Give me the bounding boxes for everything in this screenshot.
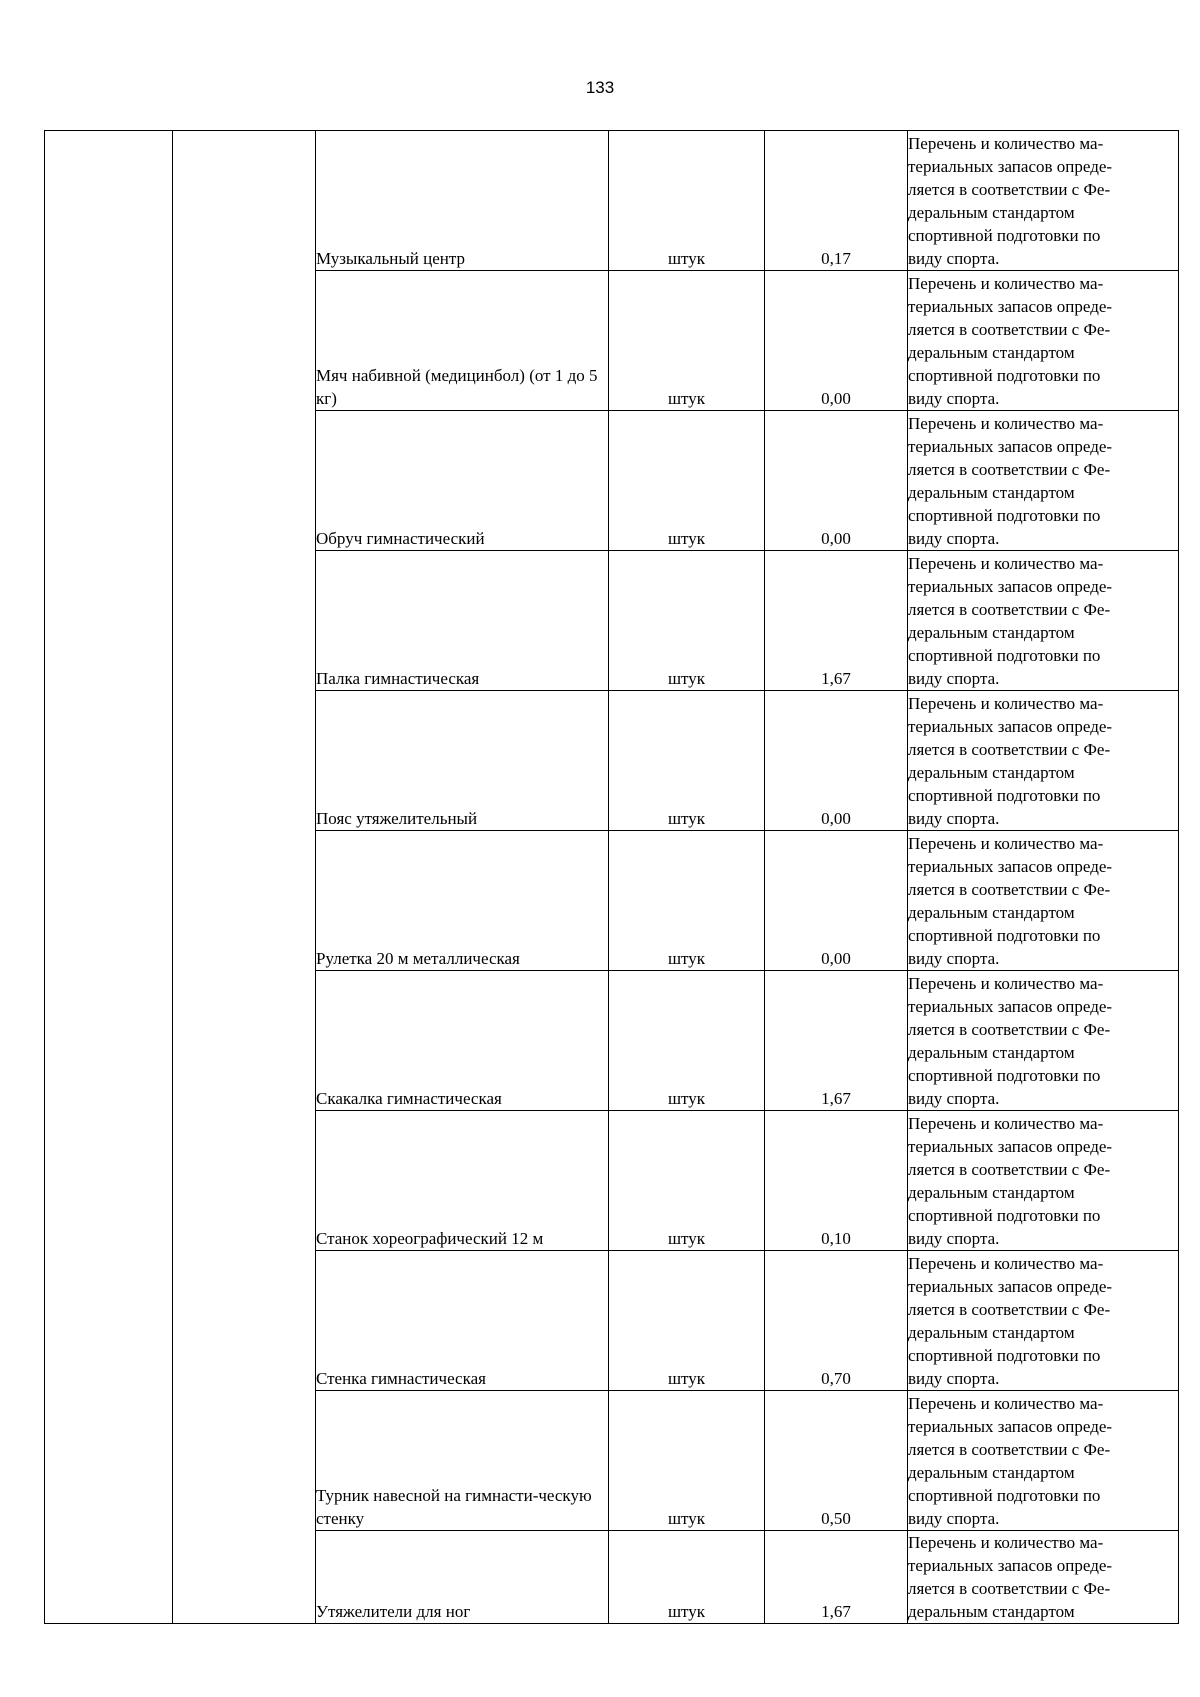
note-line: виду спорта.: [908, 1229, 1000, 1248]
item-name-cell: Скакалка гимнастическая: [316, 971, 609, 1111]
unit-cell: [609, 1111, 765, 1251]
unit-cell: [609, 1531, 765, 1624]
quantity-value: 0,50: [821, 1509, 851, 1528]
note-line: ляется в соответствии с Фе-: [908, 740, 1111, 759]
note-cell: [908, 691, 1179, 831]
note-line: спортивной подготовки по: [908, 1486, 1101, 1505]
quantity-value: 1,67: [821, 1089, 851, 1108]
note-line: ляется в соответствии с Фе-: [908, 460, 1111, 479]
note-cell: [908, 971, 1179, 1111]
unit-cell: [609, 271, 765, 411]
note-line: Перечень и количество ма-: [908, 834, 1104, 853]
unit-cell: [609, 551, 765, 691]
merged-cell-col1: [45, 131, 173, 1624]
note-line: Перечень и количество ма-: [908, 1394, 1104, 1413]
note-line: Перечень и количество ма-: [908, 134, 1104, 153]
quantity-cell: [765, 1111, 908, 1251]
note-line: деральным стандартом: [908, 1602, 1075, 1621]
quantity-value: 0,70: [821, 1369, 851, 1388]
note-cell: [908, 271, 1179, 411]
page-number: 133: [585, 78, 615, 97]
note-line: ляется в соответствии с Фе-: [908, 600, 1111, 619]
quantity-value: 1,67: [821, 669, 851, 688]
note-line: виду спорта.: [908, 529, 1000, 548]
note-line: виду спорта.: [908, 809, 1000, 828]
note-cell: [908, 1111, 1179, 1251]
note-line: виду спорта.: [908, 949, 1000, 968]
item-name-cell: Утяжелители для ног: [316, 1531, 609, 1624]
note-line: спортивной подготовки по: [908, 786, 1101, 805]
unit-value: штук: [667, 809, 706, 828]
unit-value: штук: [667, 249, 706, 268]
note-line: деральным стандартом: [908, 903, 1075, 922]
note-cell: [908, 1531, 1179, 1624]
note-line: деральным стандартом: [908, 483, 1075, 502]
unit-value: штук: [667, 669, 706, 688]
note-line: деральным стандартом: [908, 343, 1075, 362]
quantity-value: 0,00: [821, 529, 851, 548]
note-line: виду спорта.: [908, 249, 1000, 268]
quantity-value: 0,00: [821, 949, 851, 968]
note-line: спортивной подготовки по: [908, 1206, 1101, 1225]
quantity-cell: [765, 1391, 908, 1531]
note-cell: [908, 1251, 1179, 1391]
unit-value: штук: [667, 1229, 706, 1248]
note-cell: [908, 551, 1179, 691]
quantity-value: 1,67: [821, 1602, 851, 1621]
note-line: Перечень и количество ма-: [908, 1533, 1104, 1552]
quantity-cell: [765, 411, 908, 551]
note-line: спортивной подготовки по: [908, 226, 1101, 245]
item-name-cell: Музыкальный центр: [316, 131, 609, 271]
materials-table: [44, 130, 1179, 1624]
note-line: деральным стандартом: [908, 623, 1075, 642]
note-line: териальных запасов опреде-: [908, 997, 1113, 1016]
quantity-cell: [765, 831, 908, 971]
note-line: деральным стандартом: [908, 1183, 1075, 1202]
note-line: ляется в соответствии с Фе-: [908, 320, 1111, 339]
item-name-cell: Обруч гимнастический: [316, 411, 609, 551]
note-line: деральным стандартом: [908, 1043, 1075, 1062]
quantity-cell: [765, 551, 908, 691]
note-line: Перечень и количество ма-: [908, 974, 1104, 993]
item-name-cell: Турник навесной на гимнасти-ческую стенку: [316, 1391, 609, 1531]
quantity-cell: [765, 271, 908, 411]
note-line: териальных запасов опреде-: [908, 157, 1113, 176]
note-cell: [908, 131, 1179, 271]
unit-value: штук: [667, 949, 706, 968]
quantity-value: 0,10: [821, 1229, 851, 1248]
note-line: териальных запасов опреде-: [908, 857, 1113, 876]
note-line: спортивной подготовки по: [908, 506, 1101, 525]
unit-value: штук: [667, 529, 706, 548]
note-line: деральным стандартом: [908, 1463, 1075, 1482]
note-line: виду спорта.: [908, 1089, 1000, 1108]
note-line: виду спорта.: [908, 1509, 1000, 1528]
item-name-cell: Мяч набивной (медицинбол) (от 1 до 5 кг): [316, 271, 609, 411]
note-line: териальных запасов опреде-: [908, 717, 1113, 736]
quantity-cell: [765, 1531, 908, 1624]
quantity-cell: [765, 131, 908, 271]
note-line: виду спорта.: [908, 669, 1000, 688]
note-line: ляется в соответствии с Фе-: [908, 1440, 1111, 1459]
unit-cell: [609, 971, 765, 1111]
item-name-cell: Пояс утяжелительный: [316, 691, 609, 831]
note-line: териальных запасов опреде-: [908, 1556, 1113, 1575]
note-line: Перечень и количество ма-: [908, 694, 1104, 713]
item-name-cell: Стенка гимнастическая: [316, 1251, 609, 1391]
note-line: ляется в соответствии с Фе-: [908, 180, 1111, 199]
note-cell: [908, 411, 1179, 551]
note-line: виду спорта.: [908, 1369, 1000, 1388]
note-line: териальных запасов опреде-: [908, 1277, 1113, 1296]
unit-cell: [609, 831, 765, 971]
quantity-cell: [765, 1251, 908, 1391]
unit-value: штук: [667, 1369, 706, 1388]
unit-value: штук: [667, 1089, 706, 1108]
note-line: спортивной подготовки по: [908, 646, 1101, 665]
note-line: териальных запасов опреде-: [908, 437, 1113, 456]
note-line: Перечень и количество ма-: [908, 414, 1104, 433]
item-name-cell: Палка гимнастическая: [316, 551, 609, 691]
quantity-value: 0,17: [821, 249, 851, 268]
note-cell: [908, 1391, 1179, 1531]
unit-cell: [609, 691, 765, 831]
note-line: деральным стандартом: [908, 203, 1075, 222]
note-line: спортивной подготовки по: [908, 366, 1101, 385]
merged-cell-col2: [173, 131, 316, 1624]
unit-cell: [609, 1251, 765, 1391]
note-line: Перечень и количество ма-: [908, 554, 1104, 573]
note-line: Перечень и количество ма-: [908, 1114, 1104, 1133]
note-line: спортивной подготовки по: [908, 1066, 1101, 1085]
unit-cell: [609, 411, 765, 551]
note-line: спортивной подготовки по: [908, 926, 1101, 945]
quantity-value: 0,00: [821, 389, 851, 408]
quantity-cell: [765, 971, 908, 1111]
quantity-cell: [765, 691, 908, 831]
note-line: териальных запасов опреде-: [908, 577, 1113, 596]
note-line: ляется в соответствии с Фе-: [908, 880, 1111, 899]
note-line: териальных запасов опреде-: [908, 1137, 1113, 1156]
note-cell: [908, 831, 1179, 971]
quantity-value: 0,00: [821, 809, 851, 828]
unit-value: штук: [667, 1602, 706, 1621]
note-line: деральным стандартом: [908, 1323, 1075, 1342]
note-line: ляется в соответствии с Фе-: [908, 1300, 1111, 1319]
note-line: ляется в соответствии с Фе-: [908, 1579, 1111, 1598]
unit-value: штук: [667, 1509, 706, 1528]
unit-value: штук: [667, 389, 706, 408]
unit-cell: [609, 1391, 765, 1531]
materials-table-body: [45, 131, 1179, 1624]
note-line: териальных запасов опреде-: [908, 297, 1113, 316]
unit-cell: [609, 131, 765, 271]
note-line: териальных запасов опреде-: [908, 1417, 1113, 1436]
note-line: ляется в соответствии с Фе-: [908, 1160, 1111, 1179]
note-line: деральным стандартом: [908, 763, 1075, 782]
table-row: [45, 131, 1179, 271]
item-name-cell: Рулетка 20 м металлическая: [316, 831, 609, 971]
item-name-cell: Станок хореографический 12 м: [316, 1111, 609, 1251]
note-line: спортивной подготовки по: [908, 1346, 1101, 1365]
note-line: виду спорта.: [908, 389, 1000, 408]
note-line: Перечень и количество ма-: [908, 274, 1104, 293]
note-line: Перечень и количество ма-: [908, 1254, 1104, 1273]
note-line: ляется в соответствии с Фе-: [908, 1020, 1111, 1039]
